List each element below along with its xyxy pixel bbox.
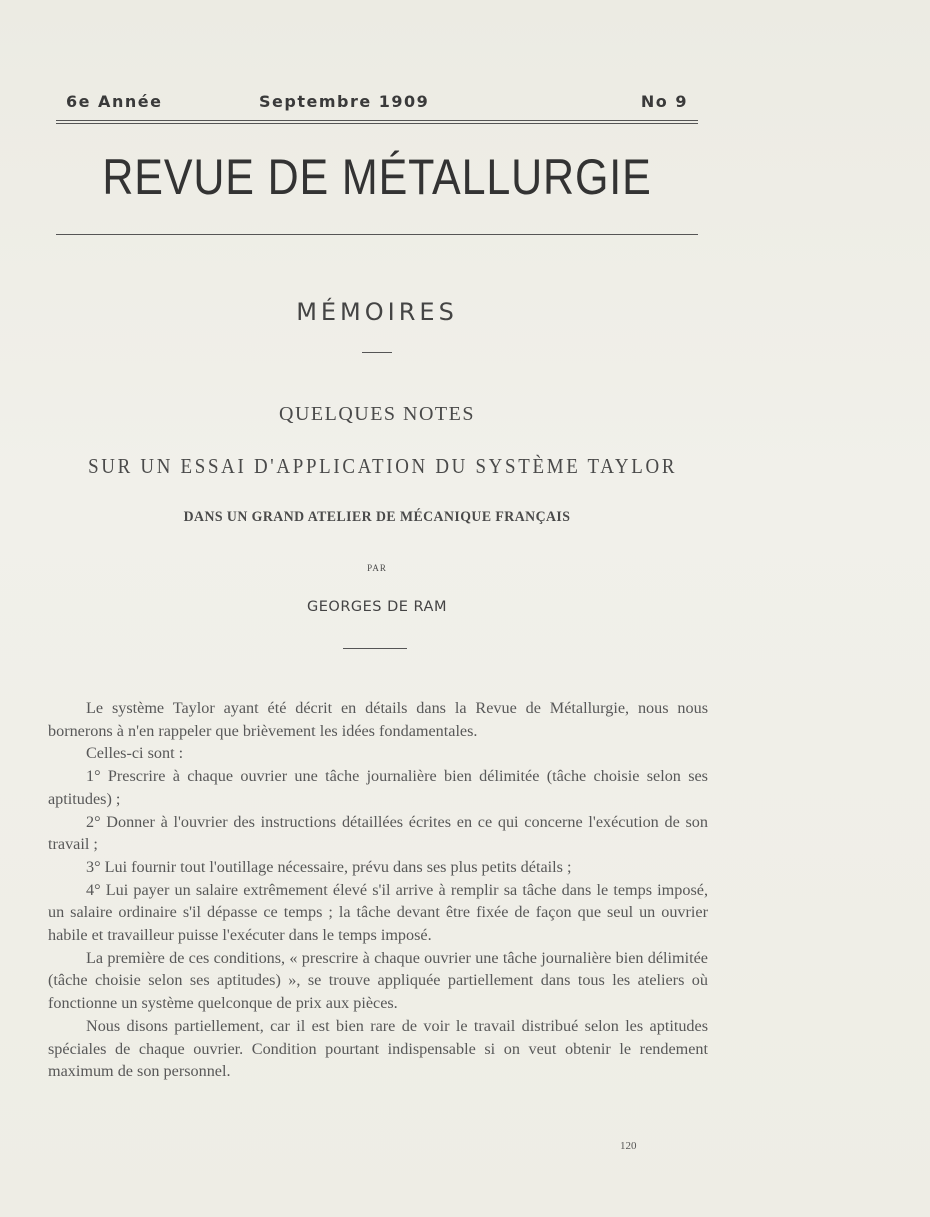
paragraph: Nous disons partiellement, car il est bien rare de voir le travail distribué selon les aptitudes spéciales de chaque ouvrier. Condition pourtant indispensable si on veut obtenir le rendement maximum de son personnel. bbox=[48, 1016, 708, 1081]
author-rule bbox=[343, 648, 407, 649]
volume-year: 6e Année bbox=[66, 92, 163, 111]
paragraph: 1° Prescrire à chaque ouvrier une tâche journalière bien délimitée (tâche choisie selon ses aptitudes) ; bbox=[48, 767, 708, 808]
article-title-line3: DANS UN GRAND ATELIER DE MÉCANIQUE FRANÇAIS bbox=[183, 509, 571, 525]
paragraph: Le système Taylor ayant été décrit en détails dans la Revue de Métallurgie, nous nous bornerons à n'en rappeler que brièvement les idées fondamentales. bbox=[48, 699, 708, 740]
article-title-line2: SUR UN ESSAI D'APPLICATION DU SYSTÈME TAYLOR bbox=[88, 454, 678, 478]
paragraph: 2° Donner à l'ouvrier des instructions détaillées écrites en ce qui concerne l'exécution de son travail ; bbox=[48, 812, 708, 854]
section-dash bbox=[362, 352, 392, 353]
paragraph: Celles-ci sont : bbox=[86, 744, 184, 763]
article-body bbox=[48, 697, 708, 1083]
byline-par: PAR bbox=[367, 563, 387, 573]
article-author: GEORGES DE RAM bbox=[307, 599, 447, 615]
paragraph: 4° Lui payer un salaire extrêmement élevé s'il arrive à remplir sa tâche dans le temps imposé, un salaire ordinaire s'il dépasse ce temps ; la tâche devant être fixée de façon que seul un ouvrier habile et travailleur puisse l'exécuter dans le temps imposé. bbox=[48, 880, 708, 945]
masthead-rule bbox=[56, 120, 698, 124]
journal-title: REVUE DE MÉTALLURGIE bbox=[102, 149, 652, 205]
section-heading: MÉMOIRES bbox=[296, 298, 458, 326]
paragraph: 3° Lui fournir tout l'outillage nécessaire, prévu dans ses plus petits détails ; bbox=[86, 857, 572, 876]
masthead bbox=[56, 92, 698, 114]
issue-date: Septembre 1909 bbox=[259, 92, 430, 111]
issue-number: No 9 bbox=[640, 92, 688, 111]
article-title-line1: QUELQUES NOTES bbox=[279, 403, 475, 425]
page-number: 120 bbox=[620, 1140, 637, 1152]
title-rule bbox=[56, 234, 698, 235]
paragraph: La première de ces conditions, « prescrire à chaque ouvrier une tâche journalière bien délimitée (tâche choisie selon ses aptitudes) », se trouve appliquée partiellement dans tous les ateliers où fonctionne un système quelconque de prix aux pièces. bbox=[48, 948, 708, 1013]
